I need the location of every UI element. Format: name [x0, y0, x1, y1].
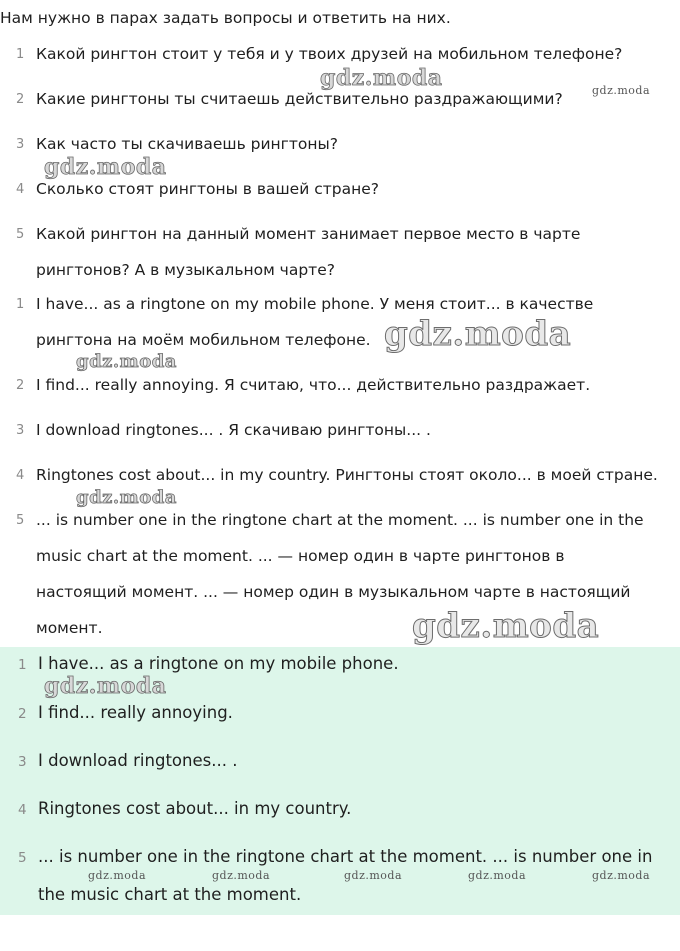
item-number: 3 [16, 423, 25, 438]
item-number: 4 [16, 468, 25, 483]
watermark: gdz.moda [44, 673, 167, 699]
item-text: рингтона на моём мобильном телефоне. [36, 331, 371, 349]
item-text: ... is number one in the ringtone chart at the moment. ... is number one in [38, 847, 653, 866]
item-number: 5 [16, 513, 25, 528]
watermark: gdz.moda [320, 65, 443, 91]
item-number: 4 [16, 182, 25, 197]
item-number: 1 [16, 297, 25, 312]
watermark: gdz.moda [76, 487, 177, 508]
item-number: 3 [18, 754, 27, 770]
watermark: gdz.moda [468, 869, 527, 882]
watermark: gdz.moda [76, 351, 177, 372]
watermark: gdz.moda [384, 314, 572, 354]
item-number: 2 [16, 92, 25, 107]
item-text: момент. [36, 619, 103, 637]
item-text: Какой рингтон стоит у тебя и у твоих друзей на мобильном телефоне? [36, 45, 623, 63]
item-text: Ringtones cost about... in my country. [38, 799, 352, 818]
item-number: 2 [16, 378, 25, 393]
item-text: I download ringtones... . [38, 751, 238, 770]
item-text: the music chart at the moment. [38, 885, 302, 904]
item-text: Как часто ты скачиваешь рингтоны? [36, 135, 338, 153]
watermark: gdz.moda [44, 154, 167, 180]
item-text: I have... as a ringtone on my mobile phone. У меня стоит... в качестве [36, 295, 594, 313]
item-text: music chart at the moment. ... — номер один в чарте рингтонов в [36, 547, 565, 565]
watermark: gdz.moda [592, 869, 651, 882]
watermark: gdz.moda [344, 869, 403, 882]
item-text: I find... really annoying. [38, 703, 233, 722]
item-number: 2 [18, 706, 27, 722]
item-number: 5 [16, 227, 25, 242]
item-text: Какой рингтон на данный момент занимает первое место в чарте [36, 225, 581, 243]
item-number: 1 [18, 657, 27, 673]
item-text: рингтонов? А в музыкальном чарте? [36, 261, 335, 279]
watermark: gdz.moda [88, 869, 147, 882]
item-text: настоящий момент. ... — номер один в музыкальном чарте в настоящий [36, 583, 631, 601]
item-number: 1 [16, 47, 25, 62]
watermark: gdz.moda [412, 606, 600, 646]
watermark: gdz.moda [212, 869, 271, 882]
item-text: Ringtones cost about... in my country. Рингтоны стоят около... в моей стране. [36, 466, 658, 484]
item-text: I find... really annoying. Я считаю, что... действительно раздражает. [36, 376, 591, 394]
item-number: 5 [18, 850, 27, 866]
item-number: 4 [18, 802, 27, 818]
item-text: ... is number one in the ringtone chart at the moment. ... is number one in the [36, 511, 644, 529]
item-text: I download ringtones... . Я скачиваю рингтоны... . [36, 421, 431, 439]
watermark: gdz.moda [592, 84, 651, 97]
item-text: I have... as a ringtone on my mobile phone. [38, 654, 399, 673]
item-text: Какие рингтоны ты считаешь действительно раздражающими? [36, 90, 563, 108]
item-text: Сколько стоят рингтоны в вашей стране? [36, 180, 379, 198]
item-number: 3 [16, 137, 25, 152]
intro-text: Нам нужно в парах задать вопросы и ответить на них. [0, 9, 451, 27]
